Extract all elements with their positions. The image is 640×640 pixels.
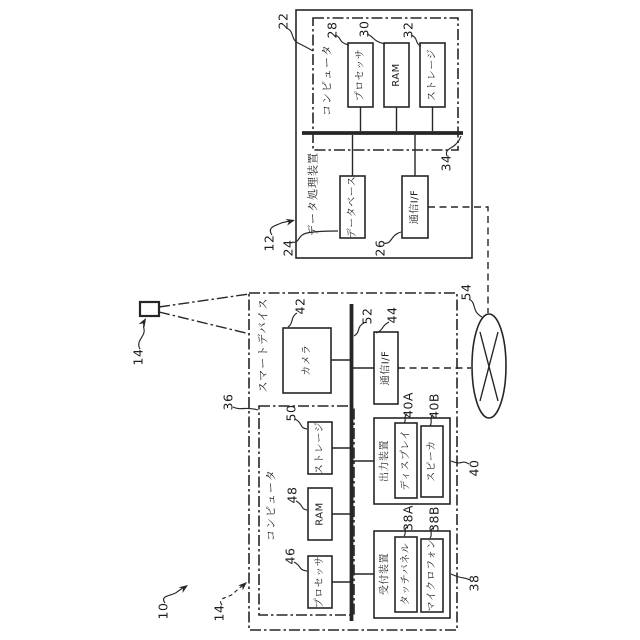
ref-12: 12	[261, 234, 277, 252]
ref-32: 32	[400, 21, 416, 39]
smart-device-icon	[140, 302, 159, 316]
ref-14-smart-device: 14	[211, 604, 227, 622]
ref-30: 30	[356, 20, 372, 38]
ref-38: 38	[466, 574, 482, 592]
comm-if-sd-label: 通信I/F	[380, 350, 392, 386]
display-label: ディスプレイ	[400, 429, 412, 491]
ref-36: 36	[220, 393, 236, 411]
lead-line-22	[286, 28, 313, 51]
ref-40A: 40A	[400, 392, 416, 418]
reference-numerals	[131, 13, 483, 622]
data-processing-device-label: データ処理装置	[306, 152, 320, 236]
lead-line-12	[270, 221, 291, 235]
lead-line-36	[233, 407, 258, 410]
smart-device-label: スマートデバイス	[256, 297, 270, 393]
ref-40B: 40B	[426, 393, 442, 419]
touch-panel-label: タッチパネル	[400, 542, 412, 606]
output-device-label: 出力装置	[379, 440, 391, 482]
ref-42: 42	[292, 297, 308, 315]
ref-52: 52	[359, 307, 375, 325]
reception-device-label: 受付装置	[379, 553, 391, 595]
database-label: データベース	[347, 175, 358, 239]
computer-top-label: コンピュータ	[320, 44, 334, 116]
ref-38A: 38A	[400, 505, 416, 531]
lead-line-28	[335, 35, 349, 45]
ref-54: 54	[458, 283, 474, 301]
ref-38B: 38B	[426, 506, 442, 532]
lead-line-50	[295, 419, 307, 429]
arrowhead-10	[179, 582, 190, 593]
ref-48: 48	[284, 486, 300, 504]
ref-24: 24	[280, 239, 296, 257]
ref-40: 40	[466, 459, 482, 477]
ref-46: 46	[282, 547, 298, 565]
data-processing-device	[296, 10, 472, 258]
camera-label: カメラ	[301, 344, 313, 376]
speaker-label: スピーカ	[426, 440, 438, 482]
ref-10: 10	[155, 602, 171, 620]
storage-top-label: ストレージ	[427, 48, 438, 102]
ram-sd-label: RAM	[314, 502, 326, 526]
lead-line-54	[469, 299, 482, 317]
magnify-line-upper	[159, 294, 249, 307]
ref-22: 22	[275, 12, 291, 30]
ref-14-icon: 14	[130, 348, 146, 366]
lead-line-48	[296, 501, 307, 510]
storage-sd-label: ストレージ	[314, 421, 326, 475]
lead-line-14-smart-device	[221, 585, 243, 605]
lead-line-34	[446, 136, 461, 156]
ref-44: 44	[384, 306, 400, 324]
ref-26: 26	[372, 239, 388, 257]
processor-sd-label: プロセッサ	[314, 555, 326, 609]
microphone-label: マイクロフォン	[426, 538, 438, 612]
device-icon-group	[140, 294, 250, 334]
arrowhead-14-smart-device	[238, 579, 249, 590]
ref-34: 34	[438, 154, 454, 172]
ref-50: 50	[283, 404, 299, 422]
lead-line-10	[164, 587, 184, 603]
computer-sd-label: コンピュータ	[264, 469, 278, 541]
comm-if-top-label: 通信I/F	[409, 189, 421, 225]
lead-line-46	[294, 562, 307, 571]
processor-top-label: プロセッサ	[355, 48, 366, 102]
ram-top-label: RAM	[391, 63, 402, 87]
ref-28: 28	[324, 21, 340, 39]
smart-device	[249, 293, 457, 630]
magnify-line-lower	[159, 312, 250, 334]
